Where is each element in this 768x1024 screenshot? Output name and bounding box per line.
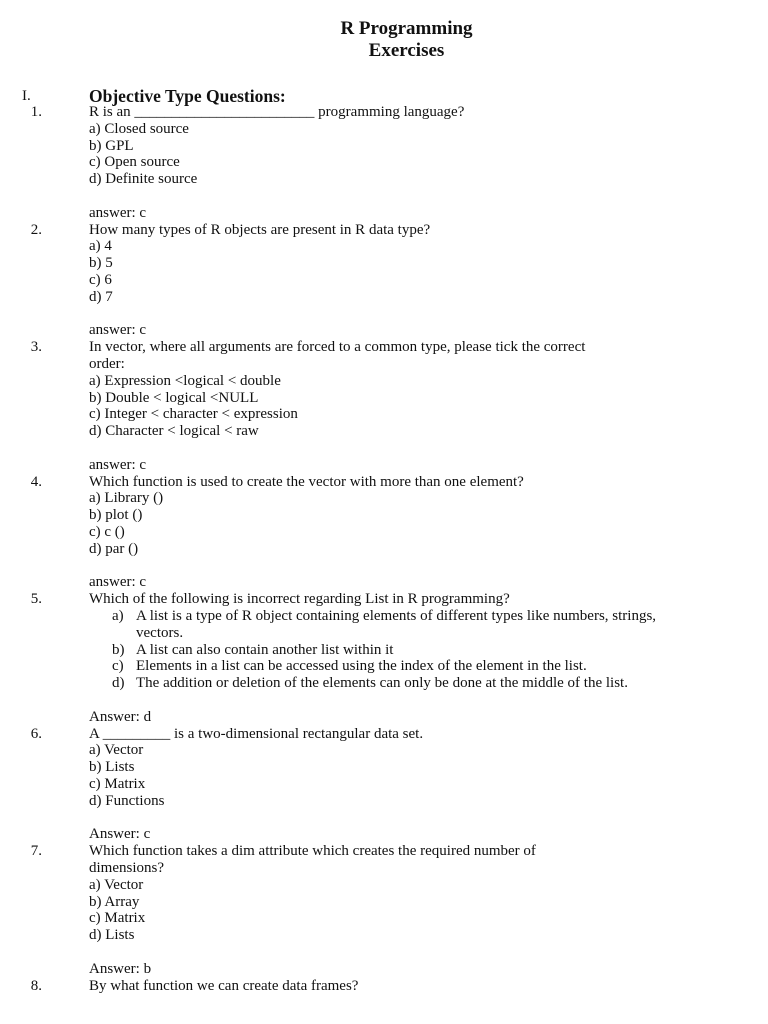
question-text: Which function is used to create the vector with more than one element? xyxy=(89,473,524,490)
answer-option: a) Vector xyxy=(89,742,144,759)
answer-option: b) Lists xyxy=(89,759,135,776)
question-number: 7. xyxy=(30,843,42,860)
answer-option: b) 5 xyxy=(89,255,113,272)
answer-option: a) Closed source xyxy=(89,120,189,137)
title-line-1: R Programming xyxy=(340,18,473,39)
answer-option: c) Matrix xyxy=(89,910,146,927)
question-text: dimensions? xyxy=(89,860,164,876)
title-line-2: Exercises xyxy=(368,40,445,61)
answer-option: d) Character < logical < raw xyxy=(89,423,259,440)
answer-option: c) Open source xyxy=(89,154,180,171)
answer-option: Elements in a list can be accessed using the index of the element in the list. xyxy=(136,658,587,675)
question-text: order: xyxy=(89,356,125,372)
answer-option: vectors. xyxy=(136,624,184,641)
section-title: Objective Type Questions: xyxy=(89,86,286,106)
answer-option: The addition or deletion of the elements can only be done at the middle of the list. xyxy=(136,675,628,692)
question-number: 6. xyxy=(30,725,42,742)
answer-option-label: d) xyxy=(112,675,125,692)
answer-option-label: a) xyxy=(112,608,124,624)
answer-option: b) plot () xyxy=(89,507,143,524)
question-text: In vector, where all arguments are forced to a common type, please tick the correct xyxy=(89,339,586,356)
answer-option: d) Lists xyxy=(89,927,135,944)
answer-key: answer: c xyxy=(89,574,147,591)
answer-option: A list is a type of R object containing elements of different types like numbers, strings, xyxy=(136,608,657,624)
answer-option: b) Array xyxy=(89,893,140,910)
answer-option-label: c) xyxy=(112,658,124,675)
question-number: 4. xyxy=(30,473,42,490)
answer-key: Answer: b xyxy=(89,960,152,977)
answer-key: Answer: c xyxy=(89,826,151,843)
answer-option: c) Matrix xyxy=(89,776,146,792)
answer-option: a) 4 xyxy=(89,238,112,255)
answer-option: A list can also contain another list within it xyxy=(136,641,394,658)
answer-option: a) Expression <logical < double xyxy=(89,372,281,389)
question-number: 1. xyxy=(30,104,42,120)
question-number: 2. xyxy=(30,221,42,238)
answer-key: answer: c xyxy=(89,456,147,473)
answer-option: a) Vector xyxy=(89,876,144,893)
answer-option: a) Library () xyxy=(89,490,164,507)
answer-option: d) Definite source xyxy=(89,171,198,188)
answer-option: d) Functions xyxy=(89,792,165,809)
answer-option: b) Double < logical <NULL xyxy=(89,389,259,406)
question-text: A _________ is a two-dimensional rectangular data set. xyxy=(89,725,424,742)
answer-key: answer: c xyxy=(89,204,147,221)
question-text: By what function we can create data frames? xyxy=(89,977,359,994)
answer-option: d) par () xyxy=(89,540,139,557)
answer-option: d) 7 xyxy=(89,288,113,305)
question-number: 8. xyxy=(30,977,42,994)
question-text: Which of the following is incorrect regarding List in R programming? xyxy=(89,591,510,608)
answer-key: Answer: d xyxy=(89,708,152,725)
question-number: 5. xyxy=(30,591,42,608)
section-number: I. xyxy=(22,88,31,104)
answer-option: b) GPL xyxy=(89,137,134,154)
question-text: R is an ________________________ programming language? xyxy=(89,104,465,120)
answer-option-label: b) xyxy=(112,641,125,658)
answer-key: answer: c xyxy=(89,322,147,339)
question-number: 3. xyxy=(30,339,42,356)
answer-option: c) 6 xyxy=(89,272,112,288)
answer-option: c) Integer < character < expression xyxy=(89,406,298,423)
question-text: Which function takes a dim attribute which creates the required number of xyxy=(89,843,536,860)
answer-option: c) c () xyxy=(89,524,125,540)
question-text: How many types of R objects are present in R data type? xyxy=(89,221,431,238)
